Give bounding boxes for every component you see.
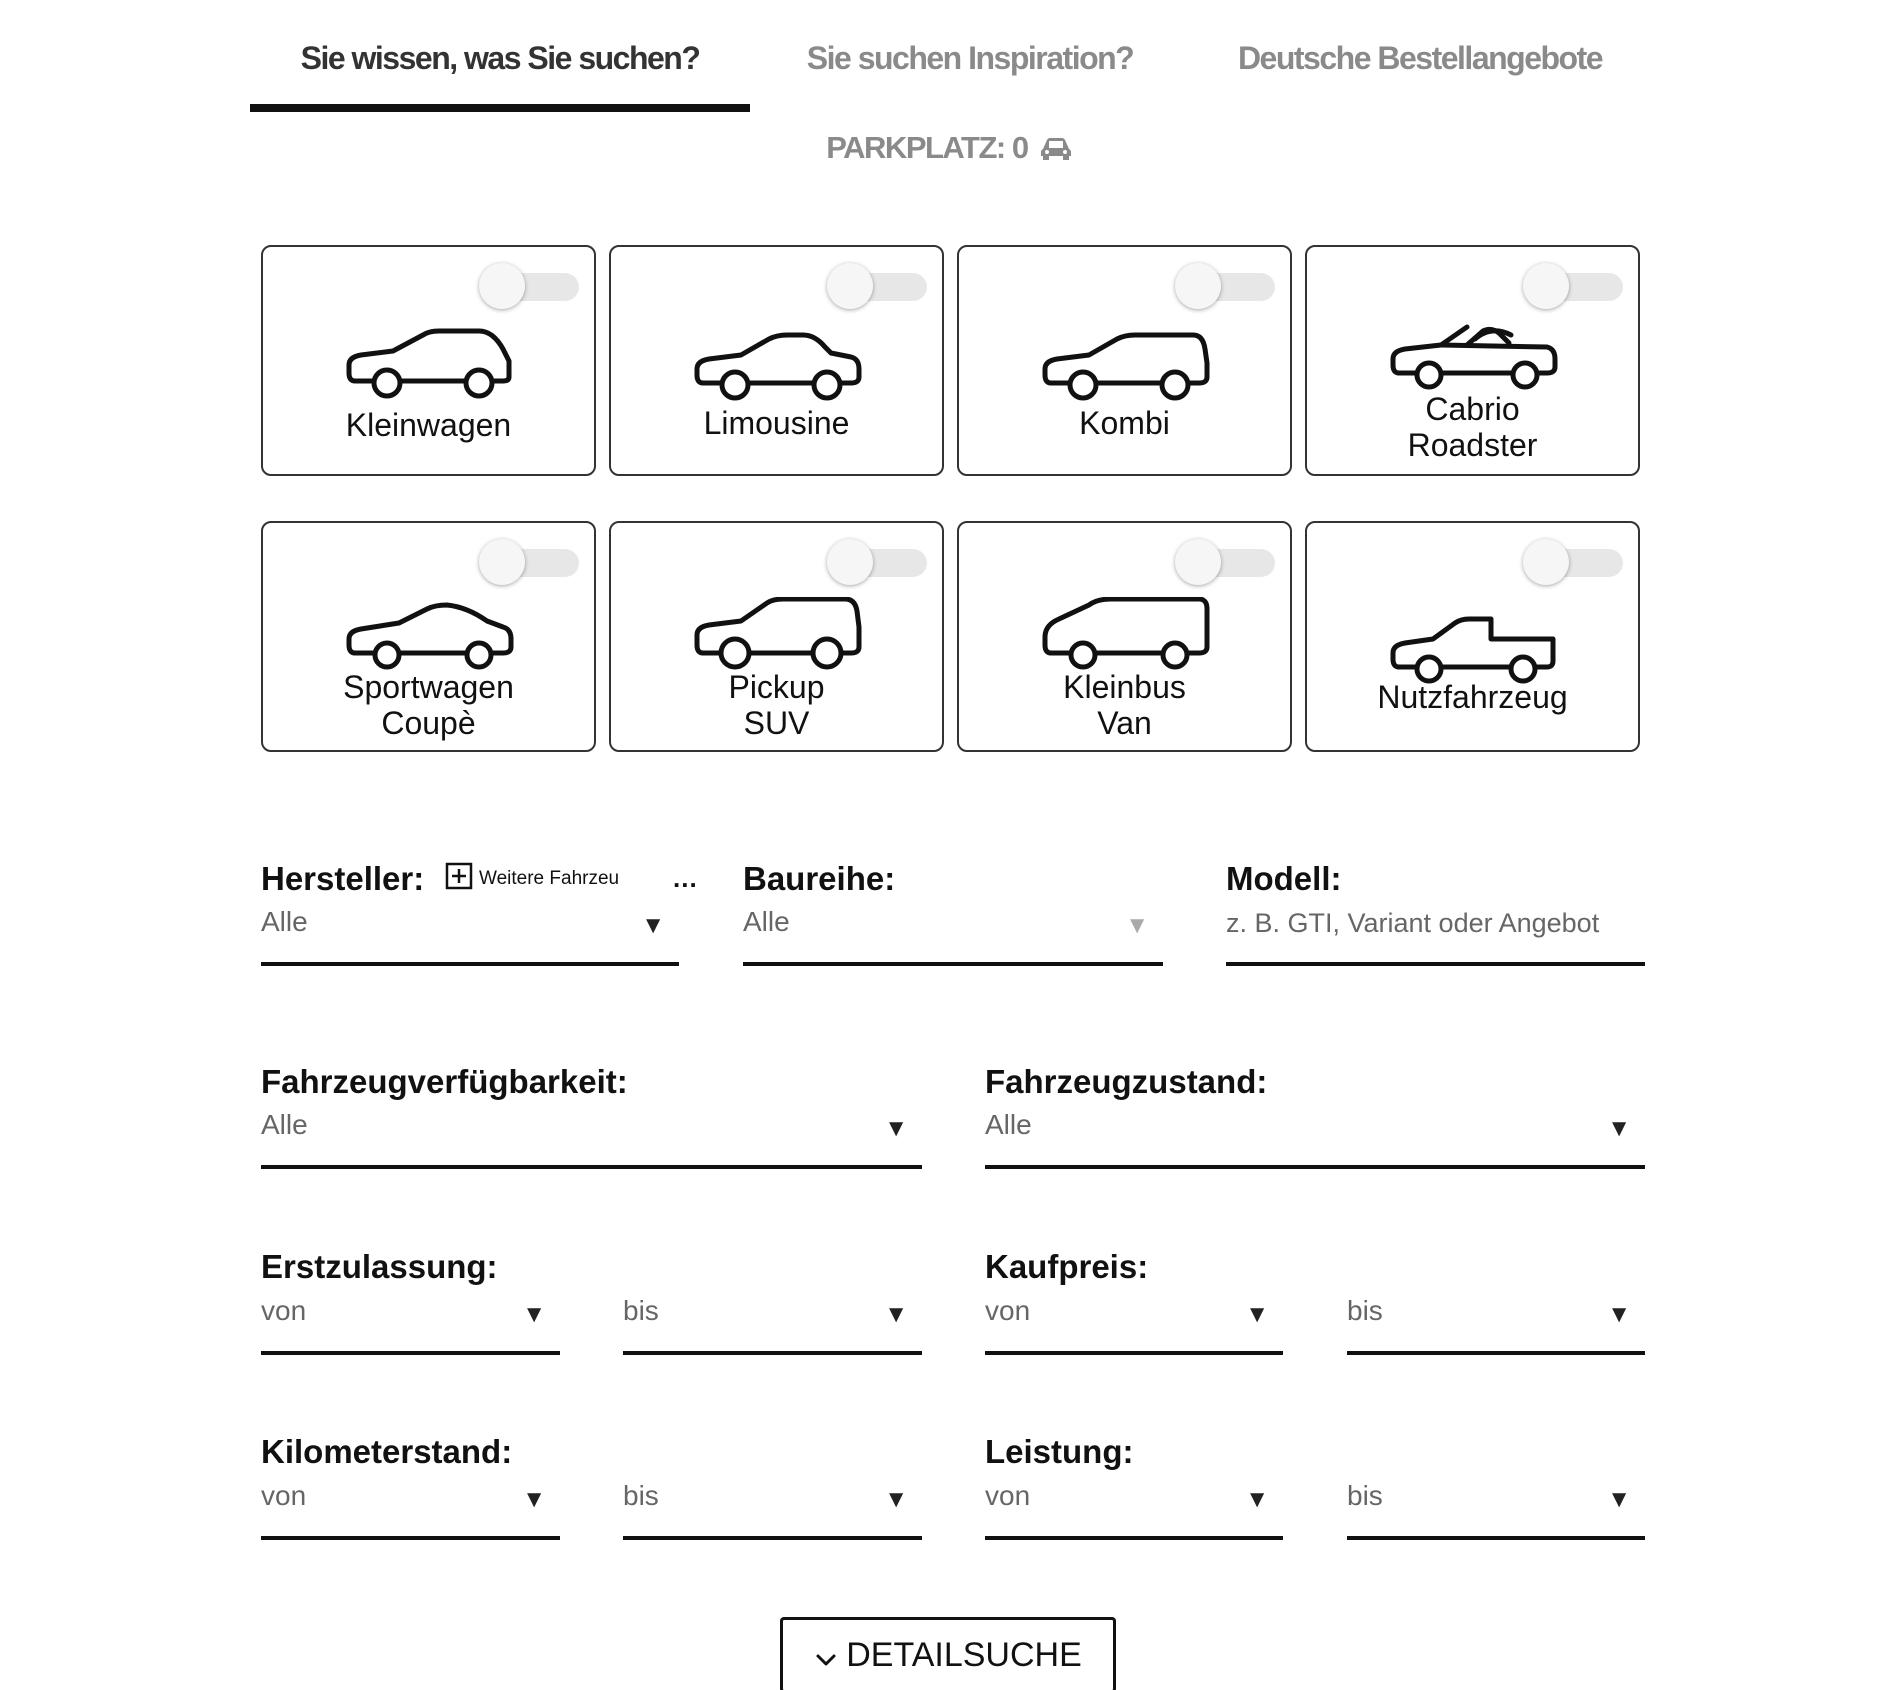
parkplatz-label: PARKPLATZ: 0 [826, 130, 1028, 165]
nutzfahrzeug-toggle[interactable] [1523, 535, 1623, 585]
vehicle-label: Kleinwagen [345, 407, 512, 443]
kaufpreis-bis-value: bis [1347, 1295, 1383, 1326]
erstzulassung-von-select[interactable] [261, 1295, 560, 1357]
vehicle-card-cabrio[interactable] [1305, 245, 1640, 476]
vehicle-card-kombi[interactable] [957, 245, 1292, 476]
vehicle-card-sportwagen[interactable] [261, 521, 596, 752]
baureihe-select[interactable] [743, 860, 1163, 970]
fahrzeugzustand-select[interactable] [985, 1063, 1645, 1173]
kaufpreis-bis-select[interactable] [1347, 1295, 1645, 1357]
field-underline [261, 962, 679, 966]
erstzulassung-bis-value: bis [623, 1295, 659, 1326]
field-underline [985, 1351, 1283, 1355]
kaufpreis-von-value: von [985, 1295, 1031, 1326]
kaufpreis-von-select[interactable] [985, 1295, 1283, 1357]
baureihe-label: Baureihe: [743, 860, 896, 897]
vehicle-card-nutzfahrzeug[interactable] [1305, 521, 1640, 752]
dropdown-arrow-icon: ▼ [1607, 1115, 1631, 1142]
tab-inspiration[interactable]: Sie suchen Inspiration? [806, 40, 1134, 76]
kilometerstand-label-wrap [261, 1433, 512, 1471]
parkplatz-counter[interactable] [0, 130, 1899, 169]
vehicle-label: Nutzfahrzeug [1377, 679, 1568, 715]
leistung-von-value: von [985, 1480, 1031, 1511]
detailsuche-button[interactable] [780, 1617, 1116, 1690]
kilometerstand-label: Kilometerstand: [261, 1433, 513, 1470]
dropdown-arrow-icon: ▼ [522, 1301, 546, 1328]
field-underline [1226, 962, 1645, 966]
chevron-down-icon [814, 1622, 838, 1690]
kleinwagen-toggle[interactable] [479, 259, 579, 309]
field-underline [743, 962, 1163, 966]
field-underline [623, 1351, 922, 1355]
dropdown-arrow-icon: ▼ [884, 1486, 908, 1513]
fahrzeugzustand-label: Fahrzeugzustand: [985, 1063, 1268, 1100]
kaufpreis-label-wrap [985, 1248, 1148, 1286]
field-underline [1347, 1536, 1645, 1540]
dropdown-arrow-icon: ▼ [884, 1301, 908, 1328]
field-underline [985, 1165, 1645, 1169]
kombi-toggle[interactable] [1175, 259, 1275, 309]
limousine-toggle[interactable] [827, 259, 927, 309]
dropdown-arrow-icon: ▼ [884, 1115, 908, 1142]
field-underline [1347, 1351, 1645, 1355]
kilometerstand-von-select[interactable] [261, 1480, 560, 1542]
ellipsis: ... [673, 863, 698, 893]
modell-placeholder: z. B. GTI, Variant oder Angebot [1226, 908, 1600, 938]
kilometerstand-von-value: von [261, 1480, 307, 1511]
dropdown-arrow-icon: ▼ [1245, 1301, 1269, 1328]
tab-sie-wissen[interactable]: Sie wissen, was Sie suchen? [300, 40, 700, 76]
active-tab-indicator [250, 104, 750, 112]
dropdown-arrow-icon: ▼ [1245, 1486, 1269, 1513]
vehicle-label: Kleinbus Van [1063, 669, 1186, 741]
erstzulassung-bis-select[interactable] [623, 1295, 922, 1357]
modell-label: Modell: [1226, 860, 1342, 897]
field-underline [985, 1536, 1283, 1540]
vehicle-label: Limousine [703, 405, 850, 441]
baureihe-value: Alle [743, 906, 790, 937]
leistung-bis-select[interactable] [1347, 1480, 1645, 1542]
dropdown-arrow-icon: ▼ [641, 912, 665, 939]
vehicle-card-kleinbus[interactable] [957, 521, 1292, 752]
field-underline [261, 1165, 922, 1169]
erstzulassung-von-value: von [261, 1295, 307, 1326]
detailsuche-label: DETAILSUCHE [846, 1636, 1082, 1674]
cabrio-toggle[interactable] [1523, 259, 1623, 309]
kilometerstand-bis-select[interactable] [623, 1480, 922, 1542]
vehicle-label: Pickup SUV [728, 669, 825, 741]
vehicle-card-kleinwagen[interactable] [261, 245, 596, 476]
hatchback-icon [343, 327, 518, 417]
leistung-von-select[interactable] [985, 1480, 1283, 1542]
vehicle-label: Sportwagen Coupè [343, 669, 514, 741]
field-underline [623, 1536, 922, 1540]
fahrzeugverfuegbarkeit-select[interactable] [261, 1063, 922, 1173]
sportwagen-toggle[interactable] [479, 535, 579, 585]
dropdown-arrow-icon: ▼ [522, 1486, 546, 1513]
vehicle-card-pickup[interactable] [609, 521, 944, 752]
erstzulassung-label-wrap [261, 1248, 498, 1286]
field-underline [261, 1536, 560, 1540]
dropdown-arrow-icon: ▼ [1607, 1486, 1631, 1513]
plus-box-icon [445, 862, 473, 895]
field-underline [261, 1351, 560, 1355]
kaufpreis-label: Kaufpreis: [985, 1248, 1149, 1285]
tab-bestellangebote[interactable]: Deutsche Bestellangebote [1237, 40, 1603, 76]
fahrzeugzustand-value: Alle [985, 1109, 1032, 1140]
vehicle-label: Kombi [1079, 405, 1170, 441]
leistung-bis-value: bis [1347, 1480, 1383, 1511]
fahrzeugverfuegbarkeit-label: Fahrzeugverfügbarkeit: [261, 1063, 628, 1100]
fahrzeugverfuegbarkeit-value: Alle [261, 1109, 308, 1140]
car-icon [1039, 133, 1073, 169]
dropdown-arrow-icon: ▼ [1125, 912, 1149, 939]
weitere-fahrzeuge-link[interactable] [445, 862, 698, 892]
kilometerstand-bis-value: bis [623, 1480, 659, 1511]
modell-input[interactable] [1226, 860, 1645, 970]
erstzulassung-label: Erstzulassung: [261, 1248, 498, 1285]
vehicle-label: Cabrio Roadster [1407, 391, 1538, 463]
leistung-label-wrap [985, 1433, 1133, 1471]
hersteller-value: Alle [261, 906, 308, 937]
leistung-label: Leistung: [985, 1433, 1134, 1470]
kleinbus-toggle[interactable] [1175, 535, 1275, 585]
dropdown-arrow-icon: ▼ [1607, 1301, 1631, 1328]
pickup-toggle[interactable] [827, 535, 927, 585]
weitere-fahrzeuge-label: Weitere Fahrzeu [479, 867, 620, 889]
hersteller-label: Hersteller: [261, 860, 425, 897]
vehicle-card-limousine[interactable] [609, 245, 944, 476]
